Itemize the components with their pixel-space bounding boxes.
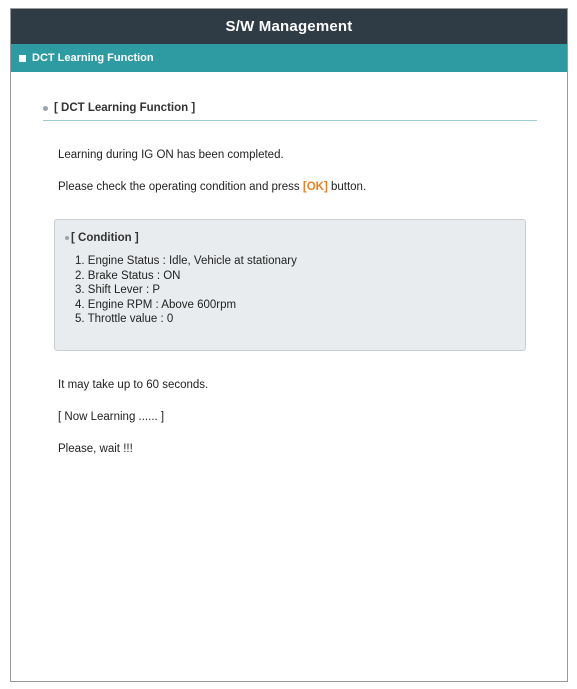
wait-message: Please, wait !!! [58,443,133,455]
section-label: DCT Learning Function [32,52,154,64]
condition-item: 2. Brake Status : ON [75,269,181,282]
condition-title-label: [ Condition ] [71,232,139,244]
check-message-suffix: button. [327,181,367,193]
section-bar [11,44,567,72]
condition-box [54,219,526,351]
condition-list [75,254,297,327]
condition-item: 5. Throttle value : 0 [75,313,174,326]
condition-item: 4. Engine RPM : Above 600rpm [75,298,237,311]
subhead-label: [ DCT Learning Function ] [54,102,196,114]
window-title: S/W Management [11,9,567,44]
bullet-dot-icon [65,236,69,240]
sw-management-window [10,8,568,682]
condition-title [65,232,139,244]
completed-message: Learning during IG ON has been completed. [58,149,284,161]
subhead [43,102,537,121]
square-bullet-icon [19,55,26,62]
bullet-dot-icon [43,106,48,111]
ok-label: [OK] [302,181,328,193]
check-message-prefix: Please check the operating condition and press [58,181,303,193]
condition-item: 1. Engine Status : Idle, Vehicle at stationary [75,255,297,267]
check-message [58,181,366,193]
condition-item: 3. Shift Lever : P [75,284,161,297]
now-learning-status: [ Now Learning ...... ] [58,411,165,423]
take-up-message: It may take up to 60 seconds. [58,379,209,391]
